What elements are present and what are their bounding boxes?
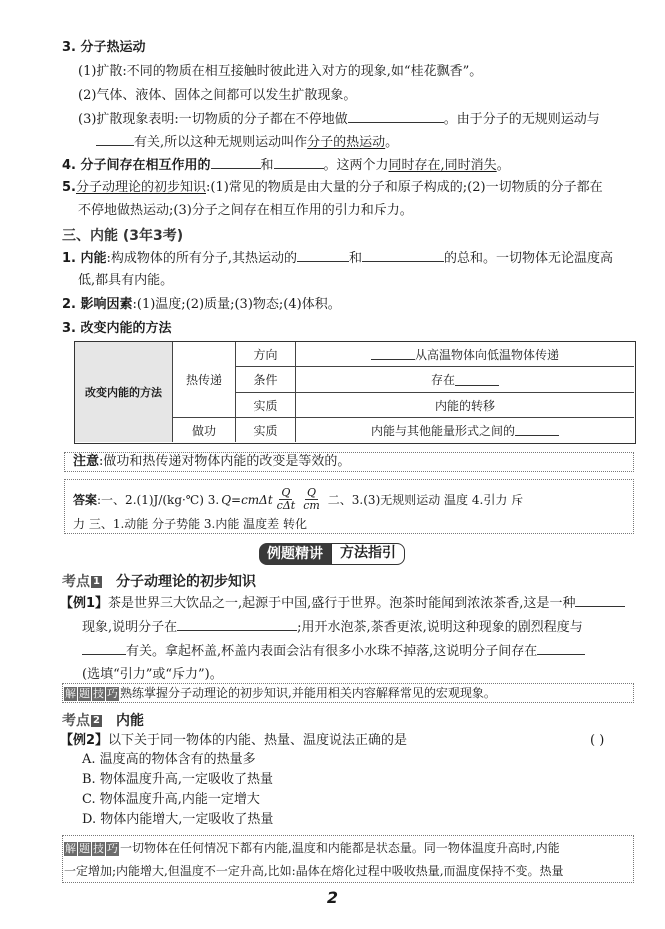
tip-box-1 — [62, 683, 634, 703]
example-label: 【例2】 — [60, 733, 109, 748]
note-box — [64, 452, 634, 472]
option-a[interactable]: A. 温度高的物体含有的热量多 — [82, 752, 256, 767]
diffusion-item-3-cont — [96, 134, 398, 151]
numerator: Q — [306, 486, 317, 499]
fill-blank[interactable] — [575, 595, 625, 607]
fraction — [277, 487, 296, 512]
answer-label: 答案 — [73, 492, 98, 507]
section-title-internal-energy: 三、内能 (3年3考) — [62, 228, 184, 244]
internal-energy-definition-cont: 低,都具有内能。 — [78, 273, 174, 288]
label: 1. 内能 — [62, 251, 107, 266]
point-prefix: 考点 — [62, 574, 90, 590]
fill-blank[interactable] — [96, 134, 134, 146]
tip-tag: 解 — [65, 842, 76, 855]
attr-cell: 实质 — [236, 418, 296, 442]
fill-blank[interactable] — [348, 111, 444, 123]
fill-blank[interactable] — [177, 619, 297, 631]
example-1-line-4: (选填“引力”或“斥力”)。 — [82, 667, 223, 682]
text: 和 — [349, 251, 363, 266]
exam-point-2-title — [62, 710, 144, 730]
diffusion-item-1: (1)扩散:不同的物质在相互接触时彼此进入对方的现象,如“桂花飘香”。 — [78, 64, 483, 79]
tip-tag: 巧 — [107, 842, 118, 855]
tip-tag: 题 — [79, 842, 90, 855]
text: 。由于分子的无规则运动与 — [443, 112, 600, 127]
note-label: 注意 — [73, 454, 100, 469]
option-b[interactable]: B. 物体温度升高,一定吸收了热量 — [82, 772, 273, 787]
example-label: 【例1】 — [60, 596, 109, 611]
fill-blank[interactable] — [274, 157, 324, 169]
text: :一、2.(1)J/(kg·℃) 3. — [97, 492, 220, 507]
text: :构成物体的所有分子,其热运动的 — [106, 251, 298, 266]
example-1-line-2 — [82, 619, 583, 636]
banner-left: 例题精讲 — [259, 543, 331, 565]
text: 。 — [496, 158, 510, 173]
fill-blank[interactable] — [537, 643, 585, 655]
banner-right: 方法指引 — [331, 543, 405, 565]
answer-bracket[interactable]: ( ) — [590, 733, 605, 748]
text: 以下关于同一物体的内能、热量、温度说法正确的是 — [108, 733, 408, 748]
text: ;用开水泡茶,茶香更浓,说明这种现象的剧烈程度与 — [297, 620, 583, 635]
diffusion-item-2: (2)气体、液体、固体之间都可以发生扩散现象。 — [78, 88, 357, 103]
formula: Q=cmΔt — [221, 492, 273, 507]
answer-box — [64, 479, 634, 534]
table-header-cell: 改变内能的方法 — [75, 342, 173, 442]
fill-blank[interactable] — [455, 374, 499, 386]
fill-blank[interactable] — [371, 348, 415, 360]
tip-box-2 — [62, 835, 634, 883]
heading-change-methods: 3. 改变内能的方法 — [62, 321, 172, 336]
label: 2. 影响因素 — [62, 297, 133, 312]
page-number: 2 — [326, 888, 339, 907]
kinetic-theory-cont: 不停地做热运动;(3)分子之间存在相互作用的引力和斥力。 — [78, 203, 413, 218]
text: 内能与其他能量形式之间的 — [370, 423, 515, 438]
fill-blank[interactable] — [297, 250, 349, 262]
section-banner — [259, 543, 405, 565]
tip-tag: 题 — [79, 687, 90, 700]
point-title: 内能 — [115, 713, 144, 729]
numerator: Q — [281, 486, 291, 499]
value-cell — [296, 367, 634, 393]
work-cell: 做功 — [173, 418, 236, 442]
attr-cell: 实质 — [236, 393, 296, 418]
fill-blank[interactable] — [362, 250, 444, 262]
tip-tag: 技 — [93, 687, 104, 700]
tip-line — [64, 686, 496, 701]
answer-line-2: 力 三、1.动能 分子势能 3.内能 温度差 转化 — [73, 517, 307, 531]
influencing-factors — [62, 297, 341, 313]
tip-text: 熟练掌握分子动理论的初步知识,并能用相关内容解释常见的宏观现象。 — [120, 686, 496, 700]
point-number-badge: 1 — [93, 576, 100, 587]
heading-intermolecular-forces — [62, 157, 510, 174]
underlined-term: 分子的热运动 — [307, 135, 386, 150]
denominator: cΔt — [276, 499, 296, 512]
fill-blank[interactable] — [515, 424, 559, 436]
text: 。 — [385, 135, 399, 150]
example-1-line-1 — [60, 595, 625, 612]
point-title: 分子动理论的初步知识 — [115, 574, 256, 590]
example-1-line-3 — [82, 643, 585, 660]
text: 二、3.(3)无规则运动 温度 4.引力 斥 — [327, 492, 524, 507]
underlined-term: 同时存在,同时消失 — [388, 158, 497, 173]
denominator: cm — [303, 499, 320, 512]
answer-line-1 — [73, 487, 523, 512]
text: 5. — [62, 180, 76, 195]
text: 有关,所以这种无规则运动叫作 — [134, 135, 308, 150]
text: 的总和。一切物体无论温度高 — [444, 251, 614, 266]
point-number-badge: 2 — [93, 715, 100, 726]
attr-cell: 条件 — [236, 367, 296, 393]
tip-tag: 技 — [93, 842, 104, 855]
fill-blank[interactable] — [82, 643, 126, 655]
tip-line-1 — [64, 841, 560, 856]
value-cell — [296, 342, 634, 367]
text: 有关。拿起杯盖,杯盖内表面会沾有很多小水珠不掉落,这说明分子间存在 — [126, 644, 538, 659]
text: 从高温物体向低温物体传递 — [414, 347, 559, 362]
text: 茶是世界三大饮品之一,起源于中国,盛行于世界。泡茶时能闻到浓浓茶香,这是一种 — [108, 596, 576, 611]
value-cell — [296, 418, 634, 442]
exam-point-1-title — [62, 571, 256, 591]
tip-tag: 解 — [65, 687, 76, 700]
text: (3)扩散现象表明:一切物质的分子都在不停地做 — [78, 112, 348, 127]
diffusion-item-3 — [78, 111, 600, 128]
note-text: :做功和热传递对物体内能的改变是等效的。 — [99, 454, 351, 469]
heading-molecular-motion: 3. 分子热运动 — [62, 40, 146, 55]
methods-table — [74, 341, 636, 444]
option-d[interactable]: D. 物体内能增大,一定吸收了热量 — [82, 812, 274, 827]
option-c[interactable]: C. 物体温度升高,内能一定增大 — [82, 792, 260, 807]
text: 和 — [260, 158, 274, 173]
tip-text: 一切物体在任何情况下都有内能,温度和内能都是状态量。同一物体温度升高时,内能 — [120, 841, 560, 855]
fill-blank[interactable] — [211, 157, 261, 169]
note-line — [73, 454, 350, 470]
attr-cell: 方向 — [236, 342, 296, 367]
tip-line-2: 一定增加;内能增大,但温度不一定升高,比如:晶体在熔化过程中吸收热量,而温度保持不变。热量 — [64, 864, 564, 878]
value-cell: 内能的转移 — [296, 393, 634, 418]
internal-energy-definition — [62, 250, 613, 267]
text: 。这两个力 — [323, 158, 389, 173]
text: :(1)常见的物质是由大量的分子和原子构成的;(2)一切物质的分子都在 — [206, 180, 603, 195]
heading-kinetic-theory — [62, 180, 603, 196]
heat-transfer-cell: 热传递 — [173, 342, 236, 418]
text: 存在 — [430, 373, 455, 387]
example-2-question — [60, 733, 407, 749]
tip-tag: 巧 — [107, 687, 118, 700]
text: 4. 分子间存在相互作用的 — [62, 158, 211, 173]
underlined-term: 分子动理论的初步知识 — [75, 180, 206, 195]
text: 现象,说明分子在 — [82, 620, 178, 635]
point-prefix: 考点 — [62, 713, 90, 729]
text: :(1)温度;(2)质量;(3)物态;(4)体积。 — [132, 297, 341, 312]
fraction — [303, 487, 320, 512]
